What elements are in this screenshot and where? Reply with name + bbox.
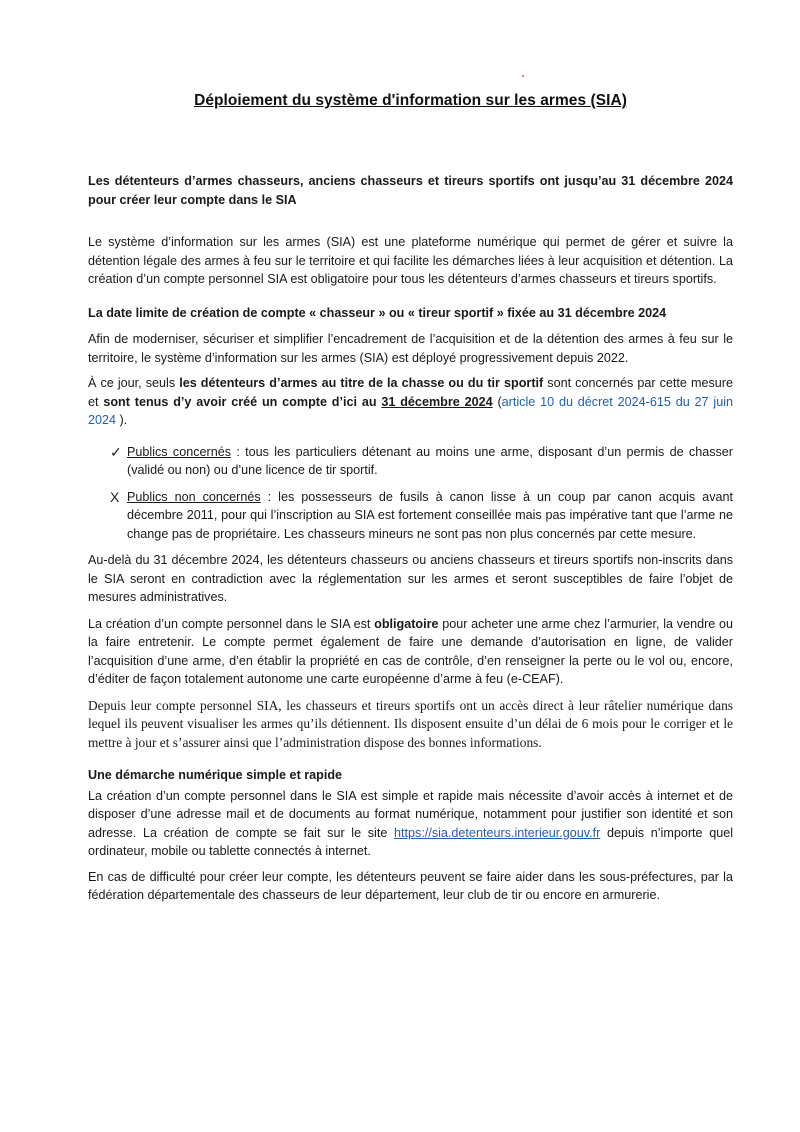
list-item-label: Publics concernés <box>127 444 232 459</box>
decree-link[interactable]: article 10 du décret 2024-615 du 27 juin 2024 <box>88 394 734 427</box>
list-item-label: Publics non concernés <box>127 489 261 504</box>
intro-paragraph: Le système d’information sur les armes (SIA) est une plateforme numérique qui permet de gérer et suivre la détention légale des armes à feu sur le territoire et qui facilite les démarches liées à leur acquisition et détention. La création d’un compte personnel SIA est obligatoire pour tous les détenteurs d’armes chasseurs et tireurs sportifs. <box>88 235 733 286</box>
paragraph-digital-rack: Depuis leur compte personnel SIA, les chasseurs et tireurs sportifs ont un accès direct à leur râtelier numérique dans lequel ils peuvent visualiser les armes qu’ils détiennent. Ils disposent ensuite d’un délai de 6 mois pour le corriger et le mettre à jour et s’assurer ainsi que l’administration dispose des bonnes informations. <box>88 697 733 750</box>
list-item-concerned: ✓ Publics concernés : tous les particuliers détenant au moins une arme, disposant d’un permis de chasser (validé ou non) ou d’une licence de tir sportif. <box>110 443 734 477</box>
bold-obligation: sont tenus d’y avoir créé un compte d’ici au <box>103 394 382 409</box>
bold-holders: les détenteurs d’armes au titre de la chasse ou du tir sportif <box>179 376 544 390</box>
list-item-not-concerned: X Publics non concernés : les possesseurs de fusils à canon lisse à un coup par canon acquis avant décembre 2011, pour qui l’inscription au SIA est fortement conseillée mais pas impérative tant que l’arme ne change pas de propriétaire. Les chasseurs mineurs ne sont pas non plus concernés par cette mesure. <box>110 488 733 541</box>
bold-mandatory: obligatoire <box>374 616 439 631</box>
section-heading-deadline: La date limite de création de compte « chasseur » ou « tireur sportif » fixée au 31 décembre 2024 <box>88 305 667 320</box>
paragraph-concerned-holders: À ce jour, seuls les détenteurs d’armes au titre de la chasse ou du tir sportif sont concernés par cette mesure et sont tenus d’y avoir créé un compte d’ici au 31 décembre 2024 (article 10 du décret 2024-615 du 27 juin 2024 ). <box>88 376 734 427</box>
section-heading-simple-process: Une démarche numérique simple et rapide <box>88 768 343 782</box>
document-body <box>88 92 733 905</box>
deadline-date: 31 décembre 2024 <box>381 394 493 409</box>
paragraph-help: En cas de difficulté pour créer leur compte, les détenteurs peuvent se faire aider dans les sous-préfectures, par la fédération départementale des chasseurs de leur département, leur club de tir ou encore en armurerie. <box>88 869 733 902</box>
paragraph-modernisation: Afin de moderniser, sécuriser et simplifier l’encadrement de l’acquisition et de la détention des armes à feu sur le territoire, le système d’information sur les armes (SIA) est déployé progressivement depuis 2022. <box>88 332 733 365</box>
sia-website-link[interactable]: https://sia.detenteurs.interieur.gouv.fr <box>394 825 601 840</box>
lead-paragraph: Les détenteurs d’armes chasseurs, anciens chasseurs et tireurs sportifs ont jusqu’au 31 décembre 2024 pour créer leur compte dans le SIA <box>88 174 733 207</box>
audience-list <box>88 443 733 544</box>
check-icon: ✓ <box>110 443 122 460</box>
cross-icon: X <box>110 488 120 505</box>
paragraph-after-deadline: Au-delà du 31 décembre 2024, les détenteurs chasseurs ou anciens chasseurs et tireurs sportifs non-inscrits dans le SIA seront en contradiction avec la réglementation sur les armes et seront susceptibles de faire l’objet de mesures administratives. <box>88 553 733 604</box>
page-title: Déploiement du système d'information sur les armes (SIA) <box>194 92 627 109</box>
scan-mark <box>522 75 524 77</box>
paragraph-account-mandatory: La création d’un compte personnel dans le SIA est obligatoire pour acheter une arme chez l’armurier, la vendre ou la faire entretenir. Le compte permet également de faire une demande d’autorisation en ligne, de valider l’acquisition d’une arme, d’en établir la propriété en cas de contrôle, d’en renseigner la perte ou le vol ou, encore, d’éditer de façon totalement autonome une carte européenne d’arme à feu (e-CEAF). <box>88 616 733 686</box>
paragraph-account-creation: La création d’un compte personnel dans le SIA est simple et rapide mais nécessite d’avoir accès à internet et de disposer d’une adresse mail et de documents au format numérique, notamment pour justifier son identité et son adresse. La création de compte se fait sur le site https://sia.detenteurs.interieur.gouv.fr depuis n’importe quel ordinateur, mobile ou tablette connectés à internet. <box>88 788 734 858</box>
